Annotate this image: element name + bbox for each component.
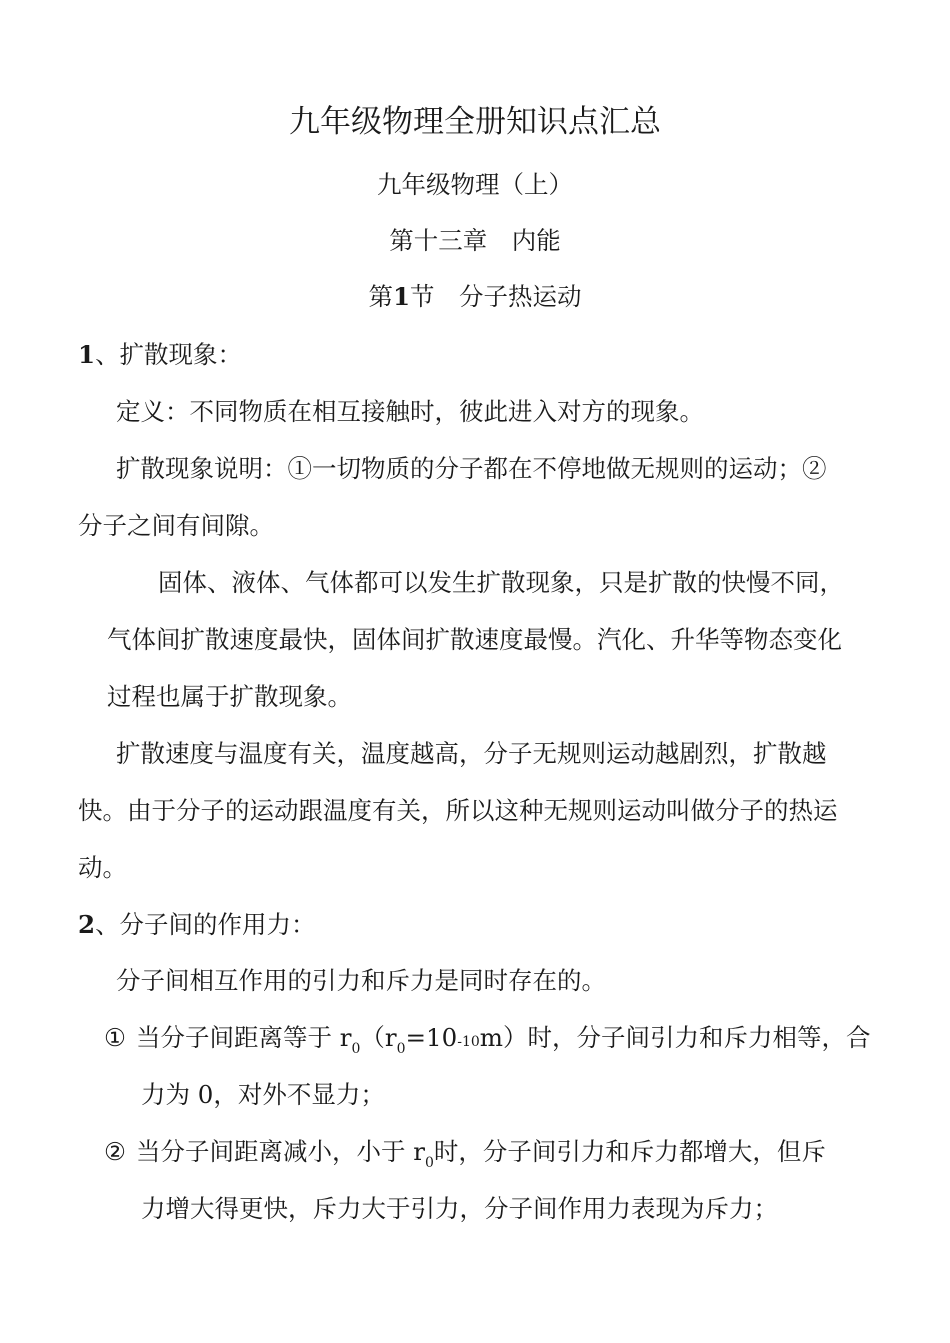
paragraph-explanation-line2: 分子之间有间隙。	[78, 511, 274, 540]
list-item-2-line2: 力增大得更快，斥力大于引力，分子间作用力表现为斥力；	[141, 1194, 778, 1223]
heading-text: 、分子间的作用力：	[95, 910, 316, 939]
paragraph-temperature-line1: 扩散速度与温度有关，温度越高，分子无规则运动越剧烈，扩散越	[116, 739, 827, 768]
paragraph-states-line2: 气体间扩散速度最快，固体间扩散速度最慢。汽化、升华等物态变化	[107, 625, 842, 654]
subscript: 0	[351, 1041, 361, 1057]
heading-text: 、扩散现象：	[95, 340, 243, 369]
heading-diffusion	[78, 340, 242, 370]
section-number: 1	[392, 282, 411, 311]
paragraph-temperature-line2: 快。由于分子的运动跟温度有关，所以这种无规则运动叫做分子的热运	[78, 796, 838, 825]
paragraph-force-intro: 分子间相互作用的引力和斥力是同时存在的。	[116, 966, 606, 995]
paragraph-explanation-line1: 扩散现象说明：①一切物质的分子都在不停地做无规则的运动；②	[116, 454, 827, 483]
document-title: 九年级物理全册知识点汇总	[289, 104, 661, 140]
heading-number: 1	[78, 340, 96, 369]
list-marker: ①	[104, 1023, 126, 1052]
subscript: 0	[424, 1155, 434, 1171]
paragraph-definition: 定义：不同物质在相互接触时，彼此进入对方的现象。	[116, 397, 704, 426]
list-marker: ②	[104, 1137, 126, 1166]
heading-molecular-force	[78, 910, 316, 940]
volume-heading: 九年级物理（上）	[377, 170, 573, 199]
heading-number: 2	[78, 910, 96, 939]
list-item-2-line1: ② 当分子间距离减小，小于 $r_0$时，分子间引力和斥力都增大，但斥	[104, 1137, 826, 1171]
list-item-1-line1: ① 当分子间距离等于 $r_0(r_0=10-10m)$时，分子间引力和斥力相等，合	[104, 1023, 871, 1057]
section-heading	[0, 282, 950, 312]
subscript: 0	[396, 1041, 406, 1057]
chapter-heading: 第十三章 内能	[389, 226, 561, 255]
list-item-1-line2: 力为 0，对外不显力；	[141, 1080, 385, 1109]
paragraph-temperature-line3: 动。	[78, 853, 127, 882]
section-title: 节 分子热运动	[410, 282, 582, 311]
paragraph-states-line3: 过程也属于扩散现象。	[107, 682, 352, 711]
exponent: -10	[457, 1034, 480, 1050]
section-prefix: 第	[368, 282, 393, 311]
paragraph-states-line1: 固体、液体、气体都可以发生扩散现象，只是扩散的快慢不同，	[158, 568, 844, 597]
